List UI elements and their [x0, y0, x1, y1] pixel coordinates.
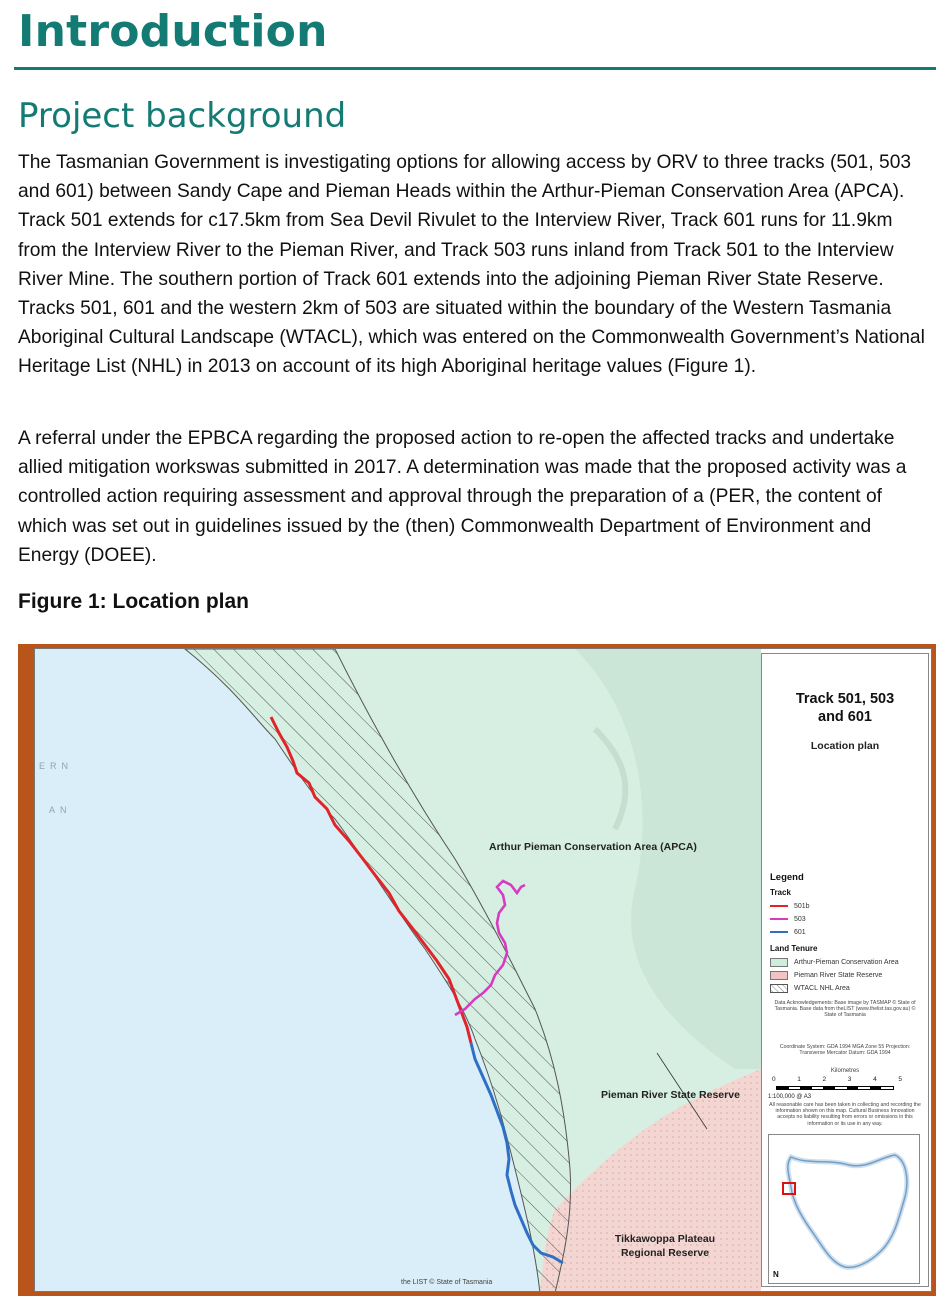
legend-item-apca	[770, 956, 899, 968]
legend-tenure-heading: Land Tenure	[770, 944, 818, 953]
legend-item-pieman	[770, 969, 882, 981]
legend-label-apca: Arthur-Pieman Conservation Area	[794, 958, 899, 966]
scale-tick-5: 5	[898, 1076, 902, 1083]
scale-tick-0: 0	[772, 1076, 776, 1083]
scale-bar	[776, 1086, 894, 1090]
scale-tick-2: 2	[822, 1076, 827, 1083]
legend-panel	[761, 653, 929, 1287]
page-heading: Introduction	[18, 6, 328, 57]
figure-frame	[18, 644, 936, 1296]
sea-label-1: ERN	[39, 761, 74, 771]
legend-item-503	[770, 913, 806, 925]
legend-track-heading: Track	[770, 888, 791, 897]
inset-map	[768, 1134, 920, 1284]
legend-label-501b: 501b	[794, 902, 810, 910]
map-graphic	[35, 649, 761, 1292]
scale-text: 1:100,000 @ A3	[768, 1094, 812, 1100]
label-tikkawoppa-1: Tikkawoppa Plateau	[614, 1233, 716, 1245]
label-apca: Arthur Pieman Conservation Area (APCA)	[489, 841, 697, 853]
heading-rule	[14, 67, 936, 70]
disclaimer: All reasonable care has been taken in collecting and recording the information shown on this map. Cultural Business Innovation accepts no liability resulting from errors or omissions in this information or its use in any way.	[769, 1102, 921, 1127]
legend-swatch-pieman	[770, 971, 788, 980]
location-map	[34, 648, 932, 1292]
paragraph-2: A referral under the EPBCA regarding the proposed action to re-open the affected tracks and undertake allied mitigation workswas submitted in 2017. A determination was made that the proposed activity was a controlled action requiring assessment and approval through the preparation of a (PER, the content of which was set out in guidelines issued by the (then) Commonwealth Department of Environment and Energy (DOEE).	[18, 428, 907, 566]
scale-units: Kilometres	[830, 1068, 860, 1074]
sea-label-2: AN	[49, 805, 72, 815]
legend-item-601	[770, 926, 806, 938]
panel-title	[762, 690, 928, 726]
tasmania-inset-graphic	[769, 1135, 919, 1283]
label-pieman-reserve: Pieman River State Reserve	[601, 1089, 740, 1101]
legend-line-503	[770, 918, 788, 920]
figure-caption: Figure 1: Location plan	[18, 590, 250, 613]
section-heading: Project background	[18, 96, 347, 136]
legend-label-pieman: Pieman River State Reserve	[794, 971, 883, 979]
legend-swatch-apca	[770, 958, 788, 967]
scale-tick-3: 3	[847, 1076, 852, 1083]
legend-item-wtacl	[770, 982, 850, 994]
legend-label-503: 503	[794, 915, 806, 923]
label-tikkawoppa-2: Regional Reserve	[620, 1247, 710, 1259]
paragraph-1: The Tasmanian Government is investigating options for allowing access by ORV to three tracks (501, 503 and 601) between Sandy Cape and Pieman Heads within the Arthur-Pieman Conservation Area (APCA). Track 501 extends for c17.5km from Sea Devil Rivulet to the Interview River, Track 601 runs for 11.9km from the Interview River to the Pieman River, and Track 503 runs inland from Track 501 to the Interview River Mine. The southern portion of Track 601 extends into the adjoining Pieman River State Reserve. Tracks 501, 601 and the western 2km of 503 are situated within the boundary of the Western Tasmania Aboriginal Cultural Landscape (WTACL), which was entered on the Commonwealth Government’s National Heritage List (NHL) in 2013 on account of its high Aboriginal heritage values (Figure 1).	[18, 152, 925, 378]
legend-line-601	[770, 931, 788, 933]
legend-label-wtacl: WTACL NHL Area	[794, 984, 850, 992]
legend-line-501b	[770, 905, 788, 907]
panel-subtitle: Location plan	[810, 740, 880, 752]
scale-tick-1: 1	[797, 1076, 801, 1083]
scale-ticks	[772, 1076, 902, 1083]
panel-title-line-1: Track 501, 503	[795, 691, 895, 707]
legend-item-501b	[770, 900, 810, 912]
legend-heading: Legend	[770, 872, 804, 883]
scale-tick-4: 4	[873, 1076, 877, 1083]
coordinate-system: Coordinate System: GDA 1994 MGA Zone 55 Projection: Transverse Mercator Datum: GDA 1994	[779, 1044, 911, 1057]
legend-label-601: 601	[794, 928, 806, 936]
data-acknowledgement: Data Acknowledgements: Base image by TASMAP © State of Tasmania. Base data from theLIST (www.thelist.tas.gov.au) © State of Tasmania	[774, 1000, 916, 1019]
map-credit: the LIST © State of Tasmania	[401, 1279, 493, 1286]
panel-title-line-2: and 601	[818, 709, 872, 725]
north-arrow: N	[773, 1270, 779, 1279]
legend-swatch-wtacl	[770, 984, 788, 993]
